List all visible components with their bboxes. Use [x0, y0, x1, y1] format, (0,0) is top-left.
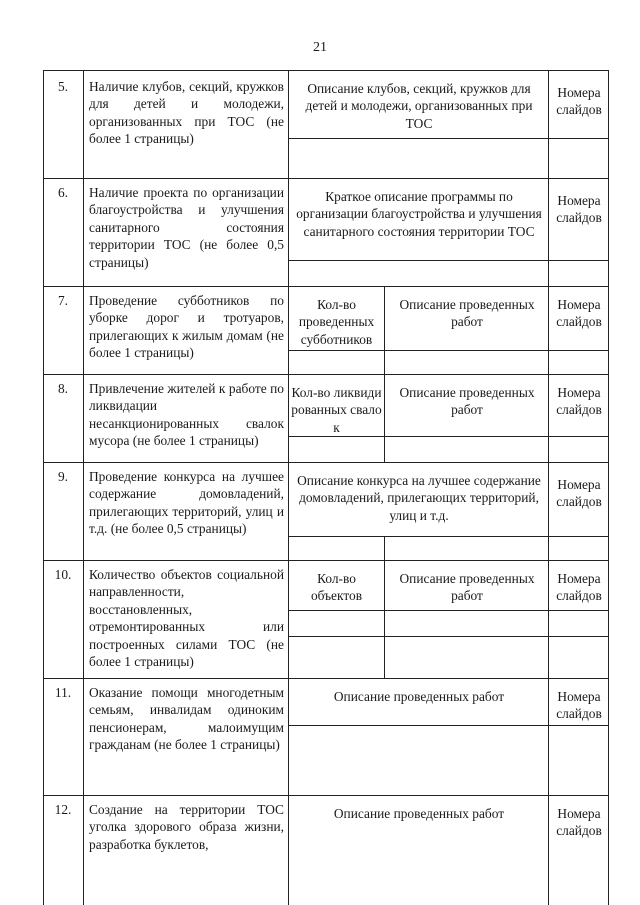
criterion-text: Привлечение жителей к работе по ликвидации несанкционированных свалок мусора (не более 1 страницы): [89, 381, 284, 449]
row-number: 9.: [57, 469, 69, 484]
description-header: Описание проведенных работ: [399, 297, 535, 330]
slides-header: Номера слайдов: [556, 806, 602, 839]
row-separator: [43, 795, 609, 796]
criterion-text: Оказание помощи многодетным семьям, инвалидам одиноким пенсионерам, малоимущим гражданам (не более 1 страницы): [89, 685, 284, 753]
cell-divider: [288, 610, 609, 611]
slides-header: Номера слайдов: [556, 85, 602, 118]
table-border-left: [43, 70, 44, 905]
row-number: 11.: [54, 685, 72, 700]
row-separator: [43, 560, 609, 561]
row-number: 7.: [57, 293, 69, 308]
criterion-text: Проведение субботников по уборке дорог и тротуаров, прилегающих к жилым домам (не более 1 страницы): [89, 293, 284, 361]
row-number: 6.: [57, 185, 69, 200]
description-header: Описание проведенных работ: [333, 689, 505, 704]
table-top-border: [43, 70, 609, 71]
criteria-table: [43, 70, 609, 905]
count-header: Кол-во ликвидированных свалок: [291, 385, 382, 435]
slides-header: Номера слайдов: [556, 385, 602, 418]
slides-header: Номера слайдов: [556, 689, 602, 722]
criterion-text: Количество объектов социальной направленности, восстановленных, отремонтированных или построенных силами ТОС (не более 1 страницы): [89, 567, 284, 670]
table-divider-criterion: [288, 70, 289, 905]
count-divider: [384, 286, 385, 374]
count-divider: [384, 374, 385, 462]
row-separator: [43, 286, 609, 287]
description-header: Описание проведенных работ: [399, 571, 535, 604]
slides-header: Номера слайдов: [556, 477, 602, 510]
table-divider-number: [83, 70, 84, 905]
cell-divider: [288, 138, 609, 139]
count-divider: [384, 536, 385, 560]
criterion-text: Проведение конкурса на лучшее содержание домовладений, прилегающих территорий, улиц и т.д. (не более 0,5 страницы): [89, 469, 284, 537]
slides-header: Номера слайдов: [556, 297, 602, 330]
cell-divider: [288, 536, 609, 537]
table-divider-slides: [548, 70, 549, 905]
row-number: 8.: [57, 381, 69, 396]
count-header: Кол-во проведенных субботников: [298, 297, 375, 347]
description-header: Описание клубов, секций, кружков для детей и молодежи, организованных при ТОС: [305, 81, 533, 131]
row-separator: [43, 374, 609, 375]
count-divider: [384, 560, 385, 678]
page-number: 21: [313, 40, 327, 55]
cell-divider: [288, 636, 609, 637]
cell-divider: [288, 725, 609, 726]
description-header: Описание проведенных работ: [333, 806, 505, 821]
description-header: Описание конкурса на лучшее содержание домовладений, прилегающих территорий, улиц и т.д.: [297, 473, 541, 523]
description-header: Краткое описание программы по организации благоустройства и улучшения санитарного состояния территории ТОС: [296, 189, 542, 239]
row-separator: [43, 462, 609, 463]
row-number: 10.: [54, 567, 72, 582]
cell-divider: [288, 260, 609, 261]
row-separator: [43, 178, 609, 179]
criterion-text: Наличие проекта по организации благоустройства и улучшения санитарного состояния территории ТОС (не более 0,5 страницы): [89, 185, 284, 270]
row-number: 5.: [57, 79, 69, 94]
row-number: 12.: [54, 802, 72, 817]
slides-header: Номера слайдов: [556, 193, 602, 226]
row-separator: [43, 678, 609, 679]
criterion-text: Наличие клубов, секций, кружков для детей и молодежи, организованных при ТОС (не более 1 страницы): [89, 79, 284, 147]
table-border-right: [608, 70, 609, 905]
criterion-text: Создание на территории ТОС уголка здорового образа жизни, разработка буклетов,: [89, 802, 284, 852]
description-header: Описание проведенных работ: [399, 385, 535, 418]
slides-header: Номера слайдов: [556, 571, 602, 604]
cell-divider: [288, 350, 609, 351]
count-header: Кол-во объектов: [310, 571, 363, 604]
